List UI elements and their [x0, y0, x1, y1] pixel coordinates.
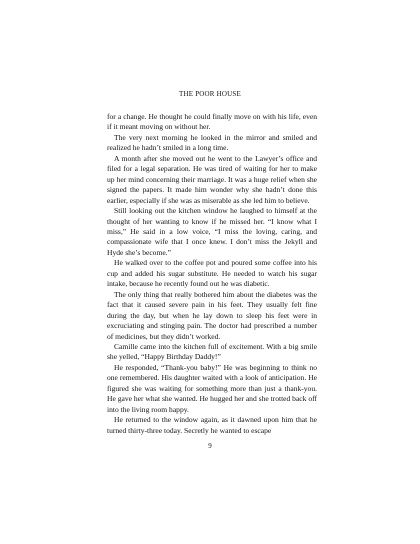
paragraph: A month after she moved out he went to the Lawyer’s office and filed for a legal separation. He was tired of waiting for her to make up her mind concerning their marriage. It was a huge relief when she signed the papers. It made him wonder why she hadn’t done this earlier, especially if she was as miserable as she led him to believe. [107, 153, 317, 205]
paragraph: He responded, “Thank-you baby!” He was beginning to think no one remembered. His daughter waited with a look of anticipation. He figured she was waiting for something more than just a thank-you. He gave her what she wanted. He hugged her and she trotted back off into the living room happy. [107, 362, 317, 414]
paragraph: Still looking out the kitchen window he laughed to himself at the thought of her wanting to know if he missed her. “I know what I miss,” He said in a low voice, “I miss the loving, caring, and compassionate wife that I once knew. I don’t miss the Jekyll and Hyde she’s become.” [107, 206, 317, 257]
body-text [107, 112, 317, 436]
paragraph: The only thing that really bothered him about the diabetes was the fact that it caused severe pain in his feet. They usually felt fine during the day, but when he lay down to sleep his feet were in excruciating and stinging pain. The doctor had prescribed a number of medicines, but they didn’t worked. [107, 289, 317, 341]
running-header: THE POOR HOUSE [179, 90, 241, 98]
page-number: 9 [208, 442, 212, 450]
paragraph: for a change. He thought he could finally move on with his life, even if it meant moving on without her. [107, 112, 317, 132]
paragraph: He returned to the window again, as it dawned upon him that he turned thirty-three today. Secretly he wanted to escape [107, 415, 317, 435]
paragraph: The very next morning he looked in the mirror and smiled and realized he hadn’t smiled in a long time. [107, 132, 317, 153]
paragraph: He walked over to the coffee pot and poured some coffee into his cup and added his sugar substitute. He needed to watch his sugar intake, because he recently found out he was diabetic. [107, 258, 317, 289]
paragraph: Camille came into the kitchen full of excitement. With a big smile she yelled, “Happy Birthday Daddy!” [107, 341, 317, 362]
